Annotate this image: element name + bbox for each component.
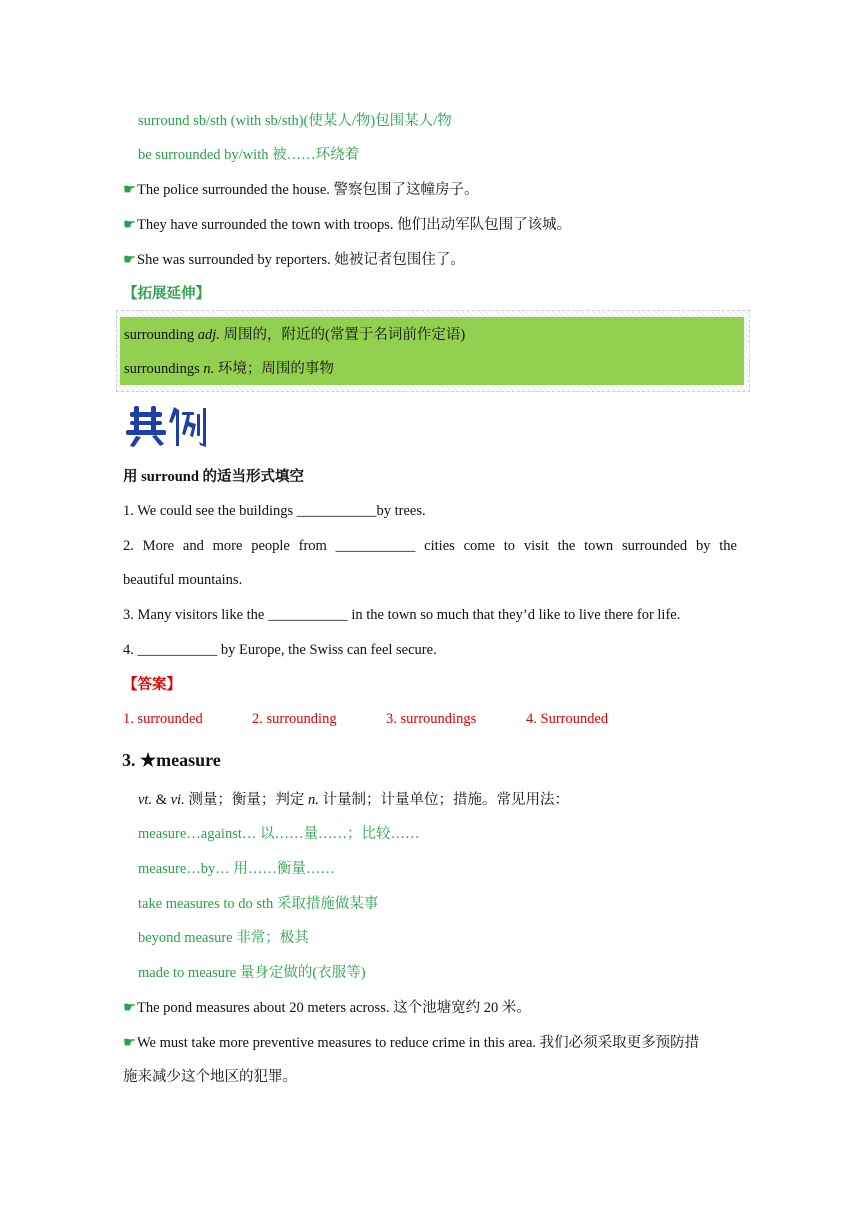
pointing-hand-icon: ☛ bbox=[123, 1000, 136, 1016]
extension-item-surrounding: surrounding adj. 周围的，附近的(常置于名词前作定语) bbox=[124, 327, 466, 343]
extension-box-frame bbox=[116, 310, 750, 392]
answer-line bbox=[123, 709, 608, 729]
section-heading-measure: 3. ★measure bbox=[122, 750, 221, 770]
extension-item-surroundings: surroundings n. 环境；周围的事物 bbox=[124, 361, 334, 377]
answer-4: 4. Surrounded bbox=[526, 711, 609, 727]
example-logo bbox=[122, 398, 208, 452]
phrase-measure-by: measure…by… 用……衡量…… bbox=[138, 861, 335, 877]
answer-heading: 【答案】 bbox=[123, 677, 181, 693]
exercise-question-3: 3. Many visitors like the ___________ in the town so much that they’d like to live there for life. bbox=[123, 607, 681, 623]
phrase-beyond-measure: beyond measure 非常；极其 bbox=[138, 930, 309, 946]
example-sentence: ☛She was surrounded by reporters. 她被记者包围住了。 bbox=[123, 252, 465, 268]
exercise-question-4: 4. ___________ by Europe, the Swiss can feel secure. bbox=[123, 642, 437, 658]
exercise-instruction: 用 surround 的适当形式填空 bbox=[123, 469, 305, 485]
extension-box bbox=[120, 317, 744, 385]
phrase-surround-with: surround sb/sth (with sb/sth)(使某人/物)包围某人/物 bbox=[138, 113, 452, 129]
example-sentence-cont: 施来减少这个地区的犯罪。 bbox=[123, 1069, 297, 1085]
measure-definition: vt. & vi. 测量；衡量；判定 n. 计量制；计量单位；措施。常见用法： bbox=[138, 792, 569, 808]
phrase-take-measures: take measures to do sth 采取措施做某事 bbox=[138, 896, 379, 912]
exercise-question-1: 1. We could see the buildings ___________by trees. bbox=[123, 503, 426, 519]
phrase-measure-against: measure…against… 以……量……；比较…… bbox=[138, 826, 420, 842]
pointing-hand-icon: ☛ bbox=[123, 252, 136, 268]
pointing-hand-icon: ☛ bbox=[123, 182, 136, 198]
exercise-question-2: 2. More and more people from ___________ cities come to visit the town surrounded by the bbox=[123, 538, 737, 554]
example-sentence: ☛The pond measures about 20 meters across. 这个池塘宽约 20 米。 bbox=[123, 1000, 531, 1016]
phrase-be-surrounded: be surrounded by/with 被……环绕着 bbox=[138, 147, 360, 163]
answer-3: 3. surroundings bbox=[386, 711, 477, 727]
example-sentence: ☛We must take more preventive measures to reduce crime in this area. 我们必须采取更多预防措 bbox=[123, 1035, 700, 1051]
exercise-question-2-cont: beautiful mountains. bbox=[123, 572, 243, 588]
example-sentence: ☛The police surrounded the house. 警察包围了这幢房子。 bbox=[123, 182, 479, 198]
extension-heading: 【拓展延伸】 bbox=[123, 286, 210, 302]
example-sentence: ☛They have surrounded the town with troops. 他们出动军队包围了该城。 bbox=[123, 217, 572, 233]
phrase-made-to-measure: made to measure 量身定做的(衣服等) bbox=[138, 965, 366, 981]
pointing-hand-icon: ☛ bbox=[123, 217, 136, 233]
pointing-hand-icon: ☛ bbox=[123, 1035, 136, 1051]
answer-1: 1. surrounded bbox=[123, 711, 203, 727]
answer-2: 2. surrounding bbox=[252, 711, 337, 727]
